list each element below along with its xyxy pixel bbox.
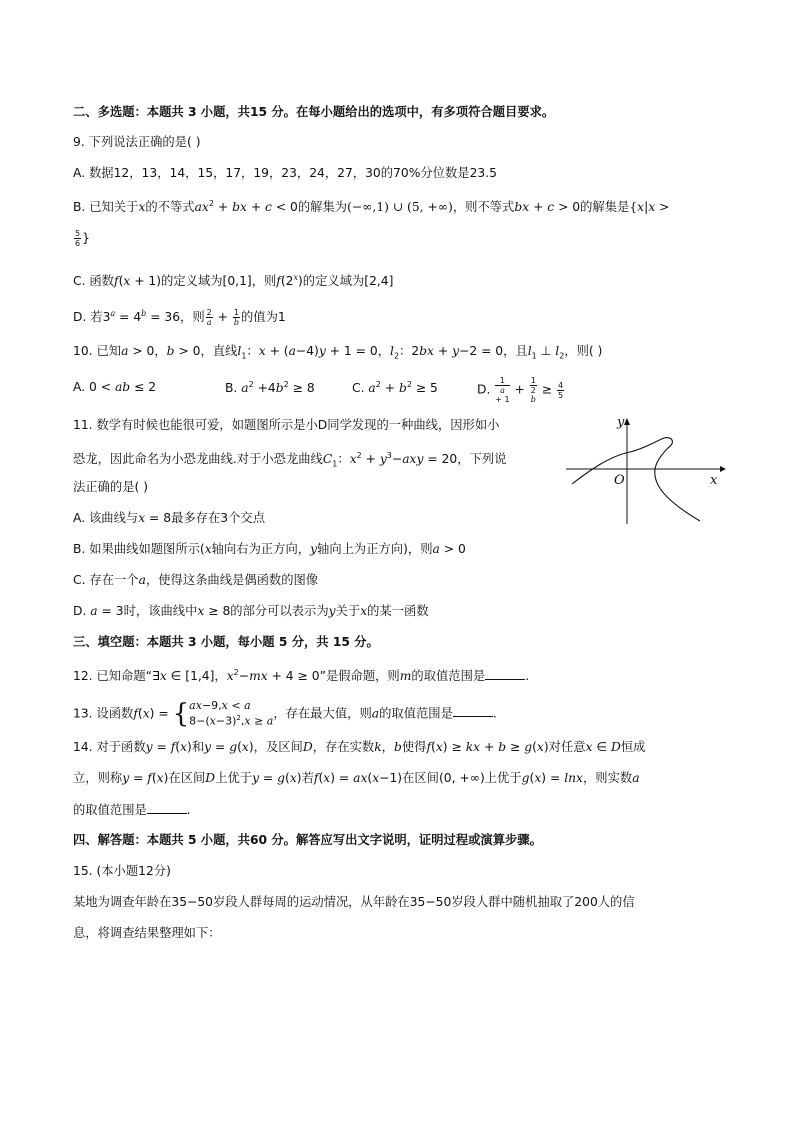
q9-option-c: C. 函数f(x + 1)的定义域为[0,1]，则f(2$^x$)的定义域为[2,4] bbox=[73, 273, 394, 289]
q14-stem-line1: 14. 对于函数y = f(x)和y = g(x)，及区间D，存在实数k，b使得f(x) ≥ kx + b ≥ g(x)对任意x ∈ D恒成 bbox=[73, 740, 646, 754]
q10-stem: 10. 已知a > 0，b > 0，直线$l_1$：x + (a−4)y + 1 = 0，$l_2$：2bx + y−2 = 0，且$l_1$ ⊥ $l_2$，则( ) bbox=[73, 344, 603, 361]
x-axis-arrow bbox=[720, 466, 726, 472]
q9-option-a: A. 数据12，13，14，15，17，19，23，24，27，30的70%分位数是23.5 bbox=[73, 166, 497, 180]
q9-option-b: B. 已知关于x的不等式$ax^2$ + bx + c < 0的解集为(−∞,1) ∪ (5, +∞)，则不等式bx + c > 0的解集是{x|x > bbox=[73, 199, 670, 215]
q11-option-d: D. a = 3时，该曲线中x ≥ 8的部分可以表示为y关于x的某一函数 bbox=[73, 604, 429, 618]
q11-option-b: B. 如果曲线如题图所示(x轴向右为正方向，y轴向上为正方向)，则a > 0 bbox=[73, 542, 466, 556]
q11-stem-line2: 恐龙，因此命名为小恐龙曲线.对于小恐龙曲线$C_1$：$x^2 + y^3-axy = 20$，下列说 bbox=[73, 451, 507, 469]
q13-stem: 13. 设函数f(x) = { ax−9,x < a $8-(x-3)^2,x \ge a$ ，存在最大值，则a的取值范围是 . bbox=[73, 698, 497, 729]
q15-head: 15. (本小题12分) bbox=[73, 864, 171, 878]
q11-stem-line3: 法正确的是( ) bbox=[73, 480, 148, 494]
y-axis-label: y bbox=[617, 415, 625, 430]
q14-answer-blank[interactable] bbox=[147, 801, 187, 814]
x-axis-label: x bbox=[710, 473, 718, 488]
q10-option-c: C. $a^2 + b^2 \ge 5$ bbox=[352, 380, 438, 396]
section-multi-choice-header: 二、多选题：本题共 3 小题，共15 分。在每小题给出的选项中，有多项符合题目要求。 bbox=[73, 105, 555, 119]
q13-answer-blank[interactable] bbox=[453, 704, 493, 717]
section-fill-in-header: 三、填空题：本题共 3 小题，每小题 5 分，共 15 分。 bbox=[73, 635, 379, 649]
q14-stem-line3: 的取值范围是 . bbox=[73, 803, 191, 817]
q9-option-d: D. 若$3^a = 4^b = 36$，则 $\frac{2}{a}$ + $\frac{1}{b}$ 的值为1 bbox=[73, 308, 286, 328]
q14-stem-line2: 立，则称y = f(x)在区间D上优于y = g(x)若f(x) = ax(x−1)在区间(0, +∞)上优于g(x) = lnx，则实数a bbox=[73, 771, 640, 785]
q9-option-b-cont: $\frac{5}{6}$ } bbox=[75, 229, 90, 248]
q10-option-d: D. 1 a + 1 + 1 2 b ≥ $\frac{4}{5}$ bbox=[477, 376, 564, 404]
q11-stem-line1: 11. 数学有时候也能很可爱，如题图所示是小D同学发现的一种曲线，因形如小 bbox=[73, 418, 500, 432]
q10-option-a: A. 0 < ab ≤ 2 bbox=[73, 380, 157, 394]
q12-stem: 12. 已知命题“∃x ∈ [1,4]，$x^2-mx + 4 \ge 0$”是假命题，则m的取值范围是 . bbox=[73, 668, 530, 684]
dinosaur-curve bbox=[572, 438, 700, 521]
q11-option-a: A. 该曲线与x = 8最多存在3个交点 bbox=[73, 511, 265, 525]
q12-answer-blank[interactable] bbox=[485, 667, 525, 680]
q11-option-c: C. 存在一个a，使得这条曲线是偶函数的图像 bbox=[73, 573, 319, 587]
section-solution-header: 四、解答题：本题共 5 小题，共60 分。解答应写出文字说明，证明过程或演算步骤。 bbox=[73, 833, 542, 847]
dinosaur-curve-figure bbox=[560, 412, 730, 528]
y-axis-arrow bbox=[624, 418, 630, 425]
q10-option-b: B. $a^2 +4b^2 \ge 8$ bbox=[225, 380, 315, 396]
q15-body-line2: 息，将调查结果整理如下： bbox=[73, 926, 221, 940]
origin-label: O bbox=[614, 473, 625, 488]
q15-body-line1: 某地为调查年龄在35−50岁段人群每周的运动情况，从年龄在35−50岁段人群中随机抽取了200人的信 bbox=[73, 895, 635, 909]
q9-stem: 9. 下列说法正确的是( ) bbox=[73, 135, 201, 149]
